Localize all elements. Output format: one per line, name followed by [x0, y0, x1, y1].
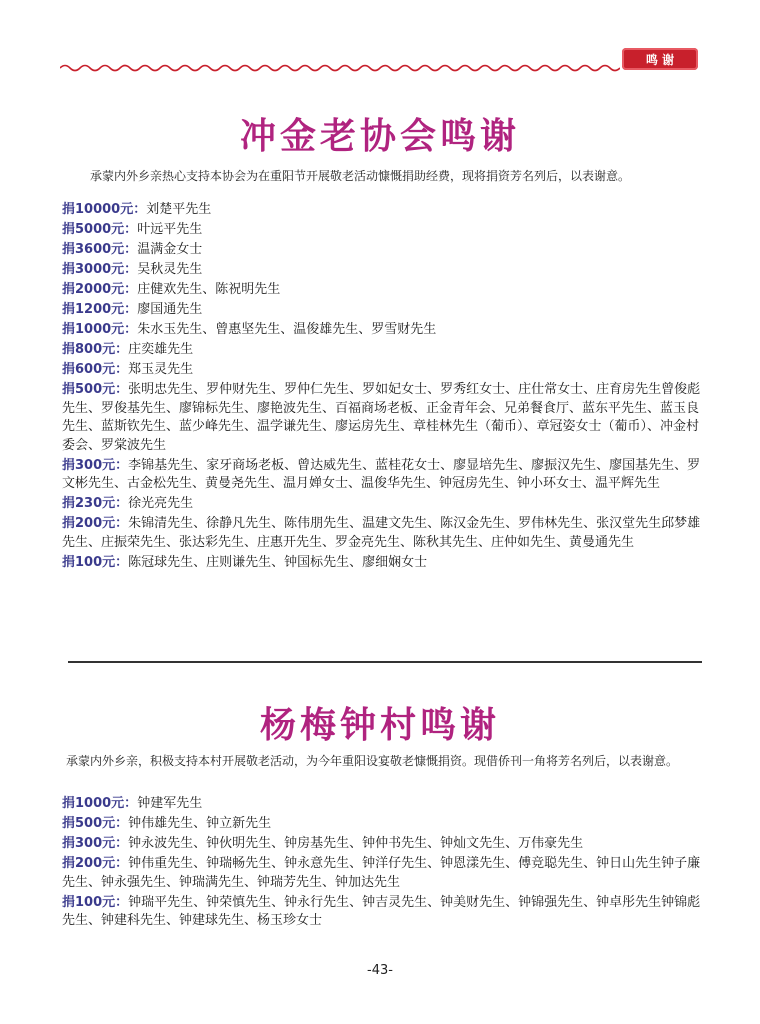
header-decorative-wave — [60, 55, 700, 77]
donation-entry — [62, 321, 710, 340]
donor-names: 吴秋灵先生 — [137, 262, 203, 277]
donation-entry — [62, 261, 710, 280]
donation-amount: 捐100元： — [62, 894, 129, 910]
donor-names: 庄健欢先生、陈祝明先生 — [137, 282, 281, 297]
donation-entry — [62, 554, 710, 573]
page-number: -43- — [367, 963, 393, 978]
donation-amount: 捐500元： — [62, 382, 129, 397]
donation-amount: 捐600元： — [62, 362, 129, 377]
donor-names: 叶远平先生 — [137, 222, 203, 237]
donation-entry — [62, 301, 710, 320]
donor-names: 徐光亮先生 — [128, 496, 194, 511]
wave-line-icon — [60, 63, 620, 73]
donation-amount: 捐5000元： — [62, 222, 138, 237]
donation-entry — [62, 795, 710, 814]
donation-entry — [62, 241, 710, 260]
donor-names: 温满金女士 — [137, 242, 203, 257]
donor-names: 郑玉灵先生 — [128, 362, 194, 377]
donation-amount: 捐2000元： — [62, 282, 138, 297]
donation-entry — [62, 361, 710, 380]
donation-entry — [62, 855, 710, 892]
donation-amount: 捐3000元： — [62, 262, 138, 277]
donor-names: 刘楚平先生 — [146, 202, 212, 217]
donation-amount: 捐10000元： — [62, 202, 147, 217]
donor-names: 钟伟雄先生、钟立新先生 — [128, 816, 272, 831]
section2-donor-list — [62, 795, 710, 932]
donation-entry — [62, 381, 710, 455]
donation-amount: 捐230元： — [62, 496, 129, 511]
donor-names: 廖国通先生 — [137, 302, 203, 317]
donation-amount: 捐3600元： — [62, 242, 138, 257]
section-divider — [68, 661, 702, 663]
donation-entry — [62, 221, 710, 240]
donor-names: 钟瑞平先生、钟荣慎先生、钟永行先生、钟吉灵先生、钟美财先生、钟锦强先生、钟卓彤先生钟锦彪先生、钟建科先生、钟建球先生、杨玉珍女士 — [62, 894, 701, 928]
donation-amount: 捐1200元： — [62, 302, 138, 317]
donor-names: 钟伟重先生、钟瑞畅先生、钟永意先生、钟洋仔先生、钟恩漾先生、傅竞聪先生、钟日山先生钟子廉先生、钟永强先生、钟瑞满先生、钟瑞芳先生、钟加达先生 — [62, 856, 701, 890]
donation-amount: 捐1000元： — [62, 796, 138, 811]
section2-intro: 承蒙内外乡亲，积极支持本村开展敬老活动，为今年重阳设宴敬老慷慨捐资。现借侨刊一角将芳名列后，以表谢意。 — [66, 754, 679, 768]
section1-intro: 承蒙内外乡亲热心支持本协会为在重阳节开展敬老活动慷慨捐助经费，现将捐资芳名列后，以表谢意。 — [90, 169, 631, 183]
donation-amount: 捐200元： — [62, 856, 129, 871]
donation-entry — [62, 341, 710, 360]
section1-donor-list — [62, 201, 710, 574]
donation-amount: 捐300元： — [62, 836, 129, 851]
donor-names: 张明忠先生、罗仲财先生、罗仲仁先生、罗如妃女士、罗秀红女士、庄仕常女士、庄育房先生曾俊彪先生、罗俊基先生、廖锦标先生、廖艳波先生、百福商场老板、正金青年会、兄弟餐食厅、蓝东平先生、蓝玉良先生、蓝斯钦先生、蓝少峰先生、温学谦先生、廖运房先生、章桂林先生（葡币）、章冠姿女士（葡币）、冲金村委会、罗棠波先生 — [62, 382, 701, 453]
donation-entry — [62, 457, 710, 494]
donor-names: 钟永波先生、钟伙明先生、钟房基先生、钟仲书先生、钟灿文先生、万伟豪先生 — [128, 836, 584, 851]
donor-names: 钟建军先生 — [137, 796, 203, 811]
donation-entry — [62, 835, 710, 854]
donor-names: 朱水玉先生、曾惠坚先生、温俊雄先生、罗雪财先生 — [137, 322, 437, 337]
donation-entry — [62, 201, 710, 220]
donation-entry — [62, 815, 710, 834]
donation-amount: 捐500元： — [62, 816, 129, 831]
section1-title: 冲金老协会鸣谢 — [239, 116, 520, 157]
donation-entry — [62, 495, 710, 514]
donor-names: 庄奕雄先生 — [128, 342, 194, 357]
donation-amount: 捐200元： — [62, 516, 129, 531]
section-tab-label: 鸣 谢 — [622, 48, 698, 70]
donation-entry — [62, 894, 710, 931]
donation-entry — [62, 281, 710, 300]
donation-entry — [62, 515, 710, 552]
donor-names: 李锦基先生、家牙商场老板、曾达威先生、蓝桂花女士、廖显培先生、廖振汉先生、廖国基先生、罗文彬先生、古金松先生、黄曼尧先生、温月婵女士、温俊华先生、钟冠房先生、钟小环女士、温平辉先生 — [62, 457, 701, 491]
donation-amount: 捐300元： — [62, 457, 129, 473]
donor-names: 陈冠球先生、庄则谦先生、钟国标先生、廖细娴女士 — [128, 554, 428, 570]
donation-amount: 捐800元： — [62, 342, 129, 357]
section2-title: 杨梅钟村鸣谢 — [259, 705, 500, 746]
donation-amount: 捐1000元： — [62, 322, 138, 337]
donor-names: 朱锦清先生、徐静凡先生、陈伟朋先生、温建文先生、陈汉金先生、罗伟林先生、张汉堂先生邱梦雄先生、庄振荣先生、张达彩先生、庄惠开先生、罗金亮先生、陈秋其先生、庄仲如先生、黄曼通先生 — [62, 516, 701, 550]
donation-amount: 捐100元： — [62, 554, 129, 570]
